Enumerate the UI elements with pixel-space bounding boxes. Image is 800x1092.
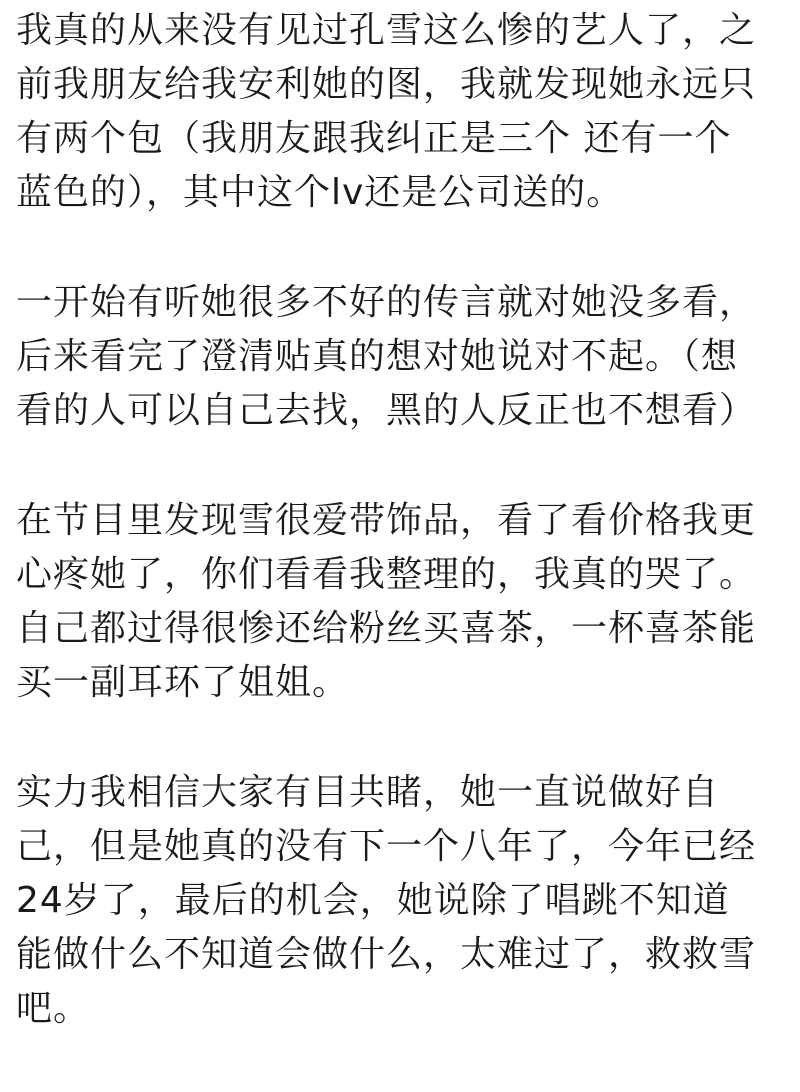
text-line: 有两个包（我朋友跟我纠正是三个 还有一个: [16, 118, 732, 159]
text-line: 看的人可以自己去找，黑的人反正也不想看）: [16, 390, 757, 431]
text-line: 24岁了，最后的机会，她说除了唱跳不知道: [16, 880, 730, 921]
paragraph-4: [16, 766, 786, 1036]
text-line: 买一副耳环了姐姐。: [16, 662, 350, 703]
text-line: 我真的从来没有见过孔雪这么惨的艺人了，之: [16, 10, 757, 51]
text-line: 己，但是她真的没有下一个八年了，今年已经: [16, 826, 757, 867]
text-line: 实力我相信大家有目共睹，她一直说做好自: [16, 772, 720, 813]
paragraph-1: [16, 4, 786, 220]
text-line: 能做什么不知道会做什么，太难过了，救救雪: [16, 934, 757, 975]
text-line: 心疼她了，你们看看我整理的，我真的哭了。: [16, 554, 757, 595]
text-line: 一开始有听她很多不好的传言就对她没多看，: [16, 282, 757, 323]
text-line: 吧。: [16, 988, 91, 1029]
text-line: 前我朋友给我安利她的图，我就发现她永远只: [16, 64, 757, 105]
paragraph-2: [16, 276, 786, 438]
text-line: 后来看完了澄清贴真的想对她说对不起。（想: [16, 336, 739, 377]
paragraph-3: [16, 494, 786, 710]
text-line: 在节目里发现雪很爱带饰品，看了看价格我更: [16, 500, 757, 541]
post-body: [16, 4, 786, 1092]
text-line: 自己都过得很惨还给粉丝买喜茶，一杯喜茶能: [16, 608, 757, 649]
text-line: 蓝色的），其中这个lv还是公司送的。: [16, 172, 624, 213]
